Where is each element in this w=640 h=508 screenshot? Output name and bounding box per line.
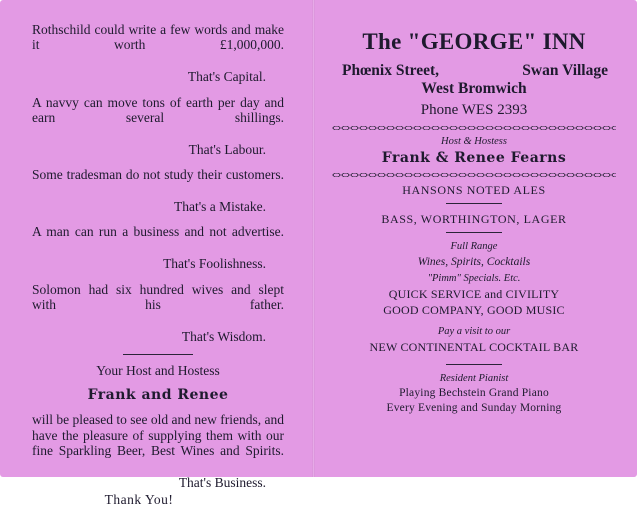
pimm-specials: "Pimm" Specials. Etc. [427, 273, 521, 284]
divider [446, 364, 502, 365]
host-label: Host & Hostess [441, 136, 507, 147]
closing-text: will be pleased to see old and new friends, and have the pleasure of supplying them with our fine Sparkling Beer, Best Wines and Spirits. [32, 412, 284, 458]
schedule-line: Every Evening and Sunday Morning [386, 402, 562, 414]
saying-text: A man can run a business and not advertise. [32, 224, 284, 240]
hosts-heading: Your Host and Hostess [96, 363, 220, 379]
divider [446, 203, 502, 204]
hosts-names: Frank and Renee [87, 386, 229, 403]
saying-text: A navvy can move tons of earth per day and earn several shillings. [32, 94, 284, 126]
phone: Phone WES 2393 [420, 102, 528, 118]
right-panel [328, 28, 620, 417]
card-fold [312, 0, 315, 477]
service-line: QUICK SERVICE and CIVILITY [388, 287, 560, 301]
pub-title: The "GEORGE" INN [362, 29, 586, 54]
pianist-label: Resident Pianist [439, 372, 509, 384]
range-items: Wines, Spirits, Cocktails [417, 256, 531, 268]
village: Swan Village [522, 62, 608, 79]
cocktail-bar: NEW CONTINENTAL COCKTAIL BAR [369, 340, 579, 354]
visit-line: Pay a visit to our [437, 326, 511, 337]
piano-line: Playing Bechstein Grand Piano [399, 386, 549, 399]
street: Phœnix Street, [342, 62, 440, 79]
town: West Bromwich [421, 80, 527, 97]
divider [446, 232, 502, 233]
left-panel [32, 22, 284, 508]
saying-text: Rothschild could write a few words and make it worth £1,000,000. [32, 22, 284, 53]
saying-tag: That's Wisdom. [181, 328, 266, 344]
saying-text: Solomon had six hundred wives and slept with his father. [32, 281, 284, 313]
ales: HANSONS NOTED ALES [402, 183, 546, 197]
host-names: Frank & Renee Fearns [381, 150, 567, 166]
ornament-border [332, 124, 616, 132]
ornament-border [332, 171, 616, 179]
beers: BASS, WORTHINGTON, LAGER [381, 212, 567, 226]
saying-tag: That's Labour. [188, 141, 266, 157]
saying-text: Some tradesman do not study their customers. [32, 167, 284, 183]
range-title: Full Range [450, 241, 498, 252]
saying-tag: That's Capital. [187, 69, 266, 85]
closing-tag: That's Business. [178, 474, 266, 490]
divider [123, 354, 193, 355]
music-line: GOOD COMPANY, GOOD MUSIC [383, 302, 565, 317]
address-line [328, 62, 620, 80]
saying-tag: That's Foolishness. [163, 256, 266, 272]
saying-tag: That's a Mistake. [173, 199, 266, 215]
thank-you: Thank You! [104, 492, 174, 508]
